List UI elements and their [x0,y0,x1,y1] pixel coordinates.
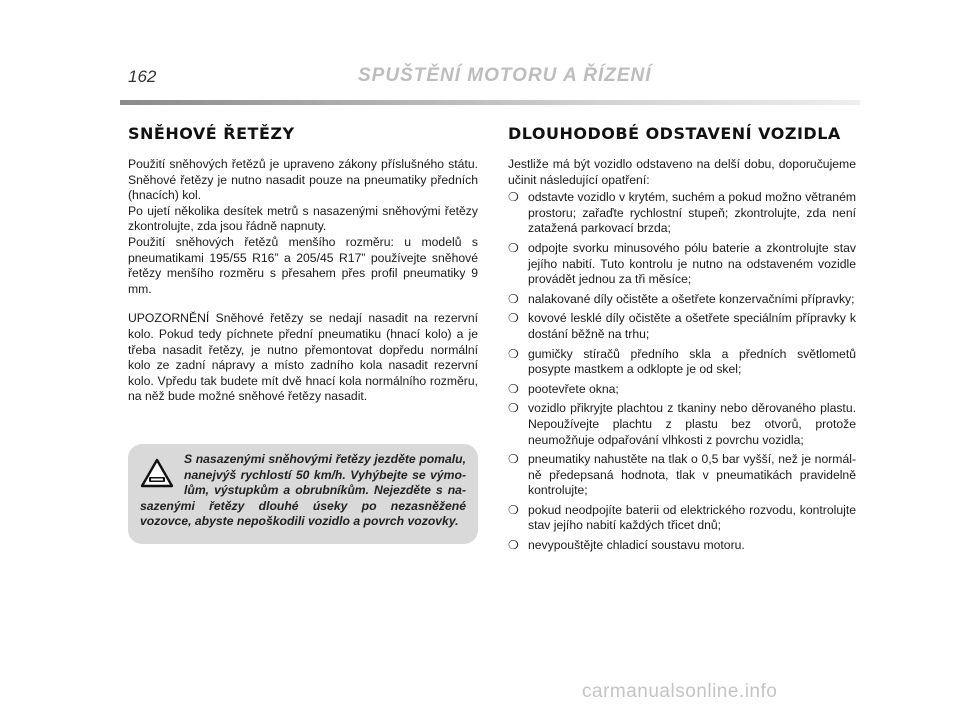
bullet-circle-icon: ❍ [508,381,519,396]
snow-chains-heading: SNĚHOVÉ ŘETĚZY [128,124,295,143]
list-item [508,241,856,288]
list-item-text: kovové lesklé díly očistěte a ošetřete speciálním přípravky k dostání běžně na trhu; [528,311,856,341]
header-rule [120,100,860,105]
bullet-circle-icon: ❍ [508,452,519,467]
bullet-circle-icon: ❍ [508,346,519,361]
right-column [508,124,856,558]
list-item [508,503,856,534]
warning-text: S nasazenými sněhovými řetězy jezděte pomalu, nanejvýš rychlostí 50 km/h. Vyhýbejte se výmolům, výstupkům a obrubníkům. Nejezděte s nasazenými řetězy dlouhé úseky po nezasněžené vozovce, abyste nepoškodili vozidlo a povrch vozovky. [140,452,466,529]
list-item-text: odpojte svorku minusového pólu baterie a zkontrolujte stav jejího nabití. Tuto kontrolu je nutno na odstaveném vozidle provádět jednou za tři měsíce; [528,240,856,287]
list-item-text: pokud neodpojíte baterii od elektrického rozvodu, kontrolujte stav jejího nabití každých třicet dnů; [528,502,856,533]
warning-text-block [140,452,466,530]
list-item-text: nalakované díly očistěte a ošetřete konzervačními přípravky; [528,291,855,306]
bullet-circle-icon: ❍ [508,502,519,517]
running-title: SPUŠTĚNÍ MOTORU A ŘÍZENÍ [358,65,652,86]
paragraph-gap [128,297,478,311]
snow-chains-paragraph-1: Použití sněhových řetězů je upraveno zákony příslušného státu. Sněhové řetězy je nutno nasadit pouze na pneumatiky předních (hnacích) kol. [128,157,478,203]
list-item-text: gumičky stíračů předního skla a předních světlometů posypte mastkem a odklopte je od skel; [528,346,856,377]
list-item [508,401,856,448]
snow-chains-paragraph-3: Použití sněhových řetězů menšího rozměru: u modelů s pneumatikami 195/55 R16” a 205/45 R17” používejte sněhové řetězy menšího rozměru s přesahem přes profil pneumatiky 9 mm. [128,234,478,296]
bullet-circle-icon: ❍ [508,190,519,205]
bullet-circle-icon: ❍ [508,311,519,326]
snow-chains-paragraph-2: Po ujetí několika desítek metrů s nasazenými sněhovými řetězy zkontrolujte, zda jsou řádně napnuty. [128,203,478,234]
list-item-text: nevypouštějte chladicí soustavu motoru. [528,538,745,553]
page-number: 162 [128,67,157,86]
list-item [508,292,856,308]
bullet-circle-icon: ❍ [508,401,519,416]
watermark: carmanualsonline.info [582,681,778,702]
list-item [508,382,856,398]
storage-intro: Jestliže má být vozidlo odstaveno na delší dobu, doporučujeme učinit následující opatření: [508,157,856,187]
snow-chains-notice: UPOZORNĚNÍ Sněhové řetězy se nedají nasadit na rezervní kolo. Pokud tedy píchnete přední pneumatiku (hnací kolo) a je třeba nasadit řetězy, je nutno přemontovat dopředu normální kolo ze zadní nápravy a místo zadního kola nasadit rezervní kolo. Vpředu tak budete mít dvě hnací kola normálního rozměru, na něž bude možné sněhové řetězy nasadit. [128,311,478,404]
list-item-text: pneumatiky nahustěte na tlak o 0,5 bar vyšší, než je normálně předepsaná hodnota, tlak v pneumatikách pravidelně kontrolujte; [528,452,856,498]
bullet-circle-icon: ❍ [508,240,519,255]
storage-bullet-list [508,190,856,553]
warning-box [128,444,478,544]
bullet-circle-icon: ❍ [508,538,519,553]
warning-icon-spacer [140,452,184,498]
list-item [508,452,856,499]
page-header [0,0,960,110]
long-term-storage-heading: DLOUHODOBÉ ODSTAVENÍ VOZIDLA [508,124,841,143]
list-item [508,311,856,342]
list-item-text: vozidlo přikryjte plachtou z tkaniny nebo děrovaného plastu. Nepoužívejte plachtu z plastu bez otvorů, protože neumožňuje odpařování vlhkosti z povrchu vozidla; [528,401,856,447]
left-column [128,124,478,405]
list-item-text: pootevřete okna; [528,381,619,396]
list-item [508,347,856,378]
bullet-circle-icon: ❍ [508,291,519,306]
list-item [508,190,856,237]
list-item-text: odstavte vozidlo v krytém, suchém a pokud možno větraném prostoru; zařaďte rychlostní stupeň; zkontrolujte, zda není zatažená parkovací brzda; [528,190,856,236]
list-item [508,538,856,554]
